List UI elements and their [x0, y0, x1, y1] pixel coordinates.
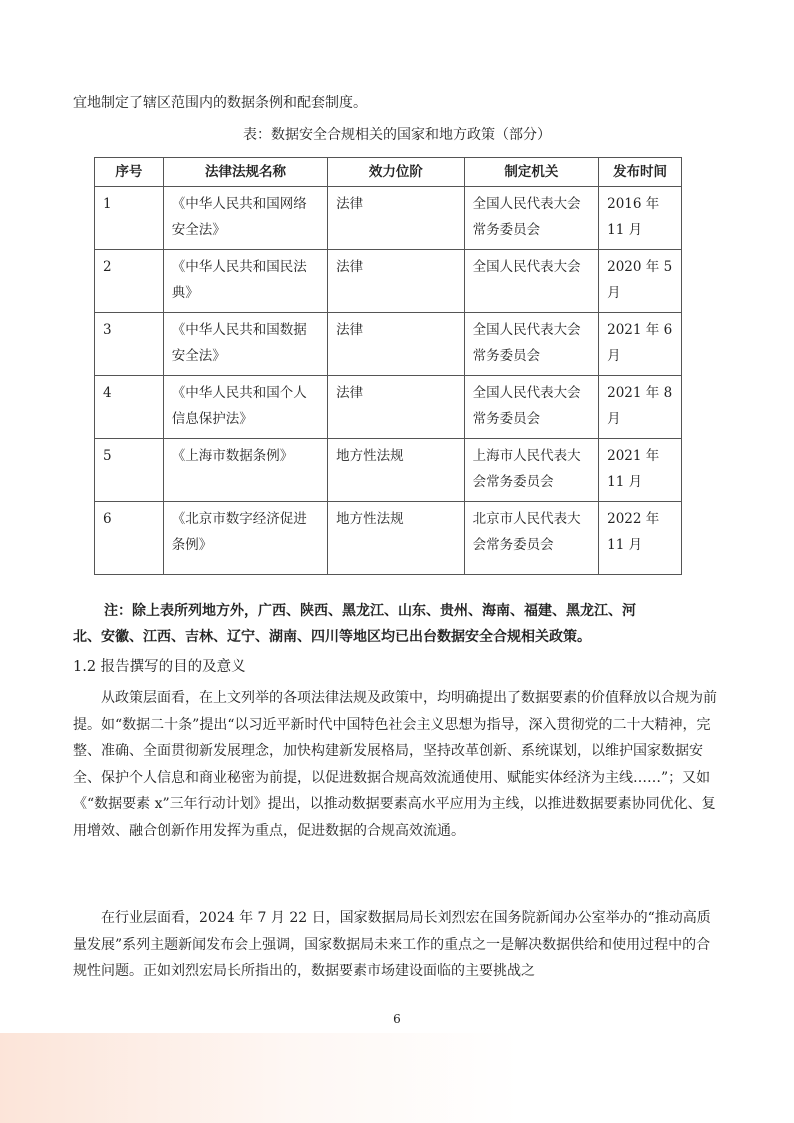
- cell-level: 法律: [328, 187, 464, 250]
- cell-name: 《中华人民共和国民法典》: [163, 250, 327, 313]
- cell-level: 地方性法规: [328, 439, 464, 502]
- cell-authority: 北京市人民代表大会常务委员会: [464, 502, 598, 575]
- paragraph-policy: 从政策层面看，在上文列举的各项法律法规及政策中，均明确提出了数据要素的价值释放以合规为前提。如“数据二十条”提出“以习近平新时代中国特色社会主义思想为指导，深入贯彻党的二十大精神，完整、准确、全面贯彻新发展理念，加快构建新发展格局，坚持改革创新、系统谋划，以维护国家数据安全、保护个人信息和商业秘密为前提，以促进数据合规高效流通使用、赋能实体经济为主线……”；又如《“数据要素 x”三年行动计划》提出，以推动数据要素高水平应用为主线，以推进数据要素协同优化、复用增效、融合创新作用发挥为重点，促进数据的合规高效流通。: [73, 690, 717, 839]
- table-row: [95, 187, 682, 250]
- cell-index: 5: [95, 439, 164, 502]
- header-cell-authority: 制定机关: [464, 158, 598, 187]
- table-note-line-2: 北、安徽、江西、吉林、辽宁、湖南、四川等地区均已出台数据安全合规相关政策。: [73, 629, 591, 645]
- cell-date: 2020 年 5 月: [599, 250, 682, 313]
- cell-name: 《中华人民共和国网络安全法》: [163, 187, 327, 250]
- cell-date: 2021 年 6 月: [599, 313, 682, 376]
- cell-level: 法律: [328, 376, 464, 439]
- table-row: [95, 439, 682, 502]
- header-cell-level: 效力位阶: [328, 158, 464, 187]
- cell-authority: 全国人民代表大会: [464, 250, 598, 313]
- cell-authority: 全国人民代表大会常务委员会: [464, 376, 598, 439]
- cell-authority: 全国人民代表大会常务委员会: [464, 313, 598, 376]
- cell-authority: 上海市人民代表大会常务委员会: [464, 439, 598, 502]
- cell-name: 《北京市数字经济促进条例》: [163, 502, 327, 575]
- cell-index: 2: [95, 250, 164, 313]
- table-note-line-1: 注：除上表所列地方外，广西、陕西、黑龙江、山东、贵州、海南、福建、黑龙江、河: [104, 603, 636, 619]
- intro-text: 宜地制定了辖区范围内的数据条例和配套制度。: [73, 95, 367, 111]
- paragraph-industry: 在行业层面看，2024 年 7 月 22 日，国家数据局局长刘烈宏在国务院新闻办公室举办的“推动高质量发展”系列主题新闻发布会上强调，国家数据局未来工作的重点之一是解决数据供给和使用过程中的合规性问题。正如刘烈宏局长所指出的，数据要素市场建设面临的主要挑战之: [73, 910, 711, 979]
- cell-date: 2016 年 11 月: [599, 187, 682, 250]
- page-bottom-decoration: [0, 1033, 520, 1123]
- section-heading: 1.2 报告撰写的目的及意义: [73, 659, 246, 675]
- cell-index: 6: [95, 502, 164, 575]
- cell-date: 2022 年 11 月: [599, 502, 682, 575]
- cell-level: 地方性法规: [328, 502, 464, 575]
- cell-authority: 全国人民代表大会常务委员会: [464, 187, 598, 250]
- cell-date: 2021 年 11 月: [599, 439, 682, 502]
- cell-level: 法律: [328, 250, 464, 313]
- cell-index: 1: [95, 187, 164, 250]
- cell-name: 《中华人民共和国个人信息保护法》: [163, 376, 327, 439]
- table-row: [95, 313, 682, 376]
- cell-date: 2021 年 8 月: [599, 376, 682, 439]
- table-row: [95, 376, 682, 439]
- cell-level: 法律: [328, 313, 464, 376]
- page-number: 6: [393, 1012, 401, 1026]
- cell-index: 4: [95, 376, 164, 439]
- header-cell-name: 法律法规名称: [163, 158, 327, 187]
- table-row: [95, 502, 682, 575]
- cell-name: 《中华人民共和国数据安全法》: [163, 313, 327, 376]
- table-header-row: [95, 158, 682, 187]
- table-caption: 表：数据安全合规相关的国家和地方政策（部分）: [243, 127, 551, 143]
- cell-index: 3: [95, 313, 164, 376]
- cell-name: 《上海市数据条例》: [163, 439, 327, 502]
- policy-table: [94, 157, 682, 575]
- header-cell-index: 序号: [95, 158, 164, 187]
- table-row: [95, 250, 682, 313]
- header-cell-date: 发布时间: [599, 158, 682, 187]
